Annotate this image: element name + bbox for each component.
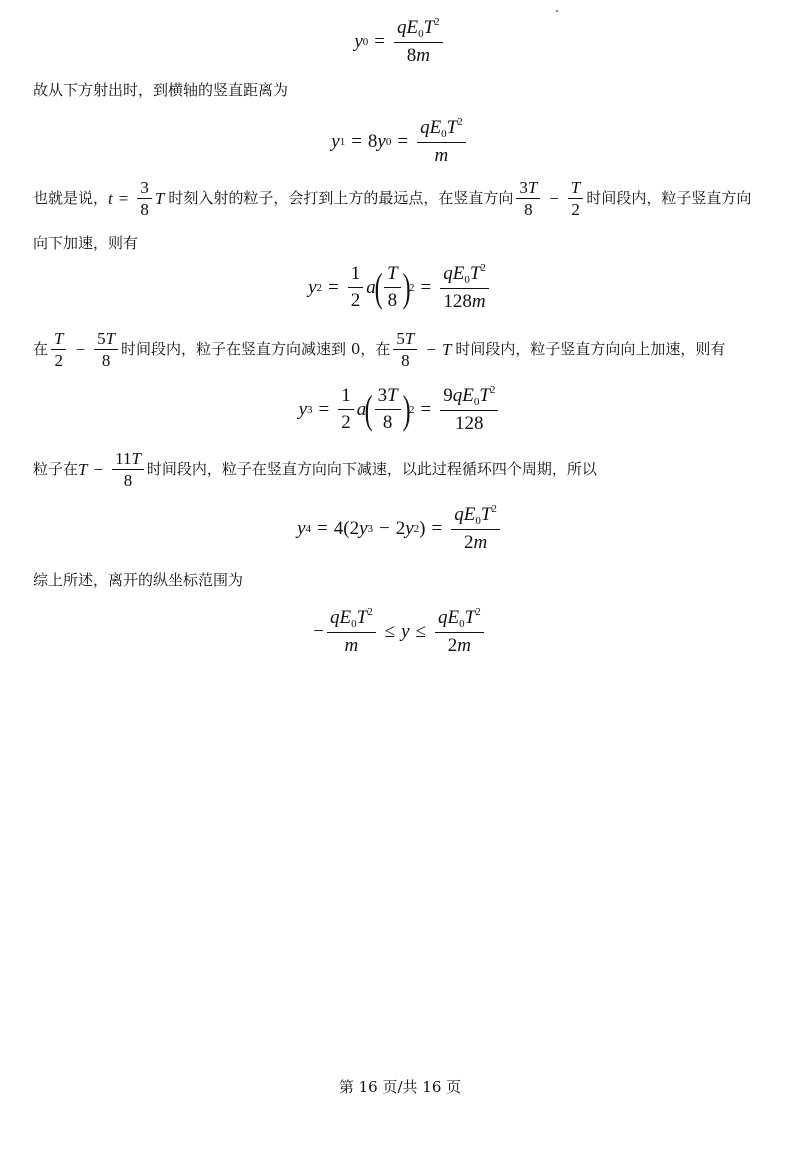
inline-interval-1: $\frac{3T}{8}$ − $\frac{T}{2}$	[513, 179, 586, 218]
paragraph-2-a: 也就是说，	[33, 189, 109, 207]
paragraph-3-a: 在	[33, 340, 49, 358]
equation-y3: y 3 = $\frac{1}{2}$ a ( $\frac{3T}{8}$ ) 2 = $\frac{9qE_0T^2}{128}$	[0, 384, 800, 435]
paragraph-3-c: 时间段内，粒子竖直方向向上加速，则有	[455, 340, 726, 358]
equation-y1: y 1 = 8 y 0 = $\frac{qE_0T^2}{m}$	[0, 116, 800, 167]
paragraph-3	[33, 330, 725, 369]
paragraph-4-b: 时间段内，粒子在竖直方向向下减速，以此过程循环四个周期，所以	[146, 460, 597, 478]
paragraph-2-c: 时间段内，粒子竖直方向	[586, 189, 752, 207]
paragraph-2-d: 向下加速，则有	[33, 234, 139, 252]
inline-t-value: t = $\frac{3}{8}$ T	[108, 178, 165, 219]
paragraph-2-b: 时刻入射的粒子，会打到上方的最远点，在竖直方向	[168, 189, 514, 207]
paragraph-3-b: 时间段内，粒子在竖直方向减速到 0，在	[121, 340, 391, 358]
inline-interval-3: $\frac{5T}{8}$ − T	[390, 330, 451, 369]
paragraph-2	[33, 179, 751, 218]
paragraph-1: 故从下方射出时，到横轴的竖直距离为	[33, 81, 289, 99]
inline-interval-4: T − $\frac{11T}{8}$	[78, 450, 147, 489]
paragraph-5: 综上所述，离开的纵坐标范围为	[33, 571, 244, 589]
equation-y0: y 0 = $\frac{qE_0T^2}{8m}$	[0, 16, 800, 67]
paragraph-4-a: 粒子在	[33, 460, 79, 478]
paragraph-4	[33, 450, 597, 489]
equation-y2: y 2 = $\frac{1}{2}$ a ( $\frac{T}{8}$ ) 2 = $\frac{qE_0T^2}{128m}$	[0, 262, 800, 313]
scan-speck	[556, 10, 558, 12]
equation-range: − $\frac{qE_0T^2}{m}$ ≤ y ≤ $\frac{qE_0T^2}{2m}$	[0, 606, 800, 657]
inline-interval-2: $\frac{T}{2}$ − $\frac{5T}{8}$	[48, 330, 121, 369]
page-footer: 第 16 页/共 16 页	[338, 1078, 462, 1096]
equation-y4: y 4 = 4(2 y 3 − 2 y 2 ) = $\frac{qE_0T^2}{2m}$	[0, 503, 800, 554]
